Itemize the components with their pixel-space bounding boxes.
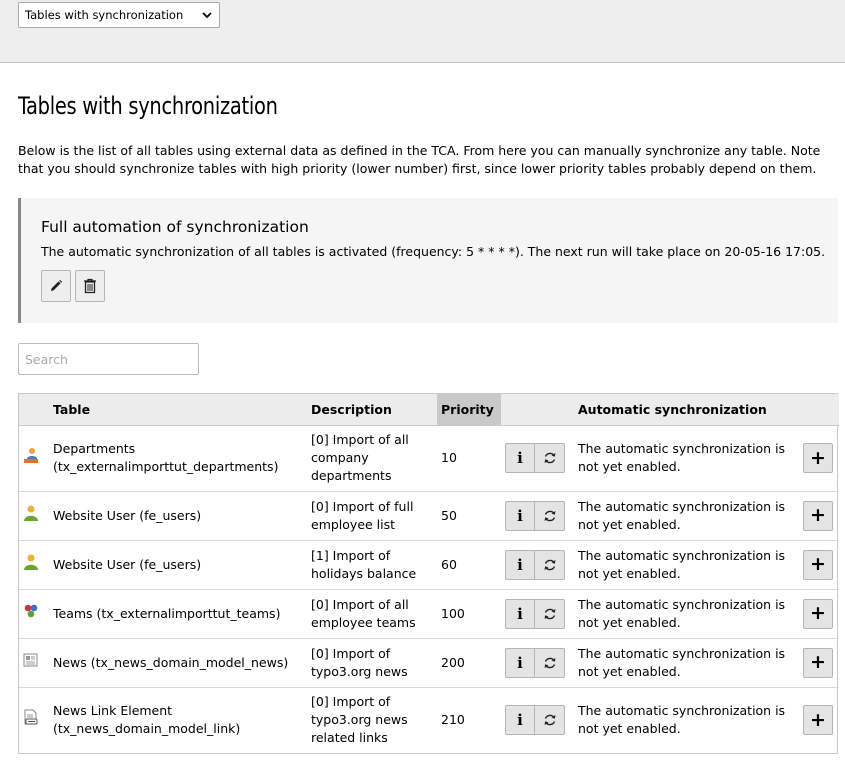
table-header-row xyxy=(19,394,839,425)
row-priority: 60 xyxy=(437,540,501,589)
row-description: [0] Import of all company departments xyxy=(307,425,437,491)
add-synchronization-button[interactable] xyxy=(803,550,833,580)
plus-icon: + xyxy=(810,602,826,624)
plus-icon: + xyxy=(810,504,826,526)
row-priority: 10 xyxy=(437,425,501,491)
info-icon: i xyxy=(517,604,523,623)
row-description: [0] Import of typo3.org news related links xyxy=(311,694,408,746)
chevron-down-icon xyxy=(201,9,213,21)
view-selector-value: Tables with synchronization xyxy=(25,8,184,22)
synchronize-button[interactable] xyxy=(535,648,565,678)
info-button[interactable] xyxy=(505,705,535,735)
synchronize-button[interactable] xyxy=(535,501,565,531)
info-button[interactable] xyxy=(505,443,535,473)
edit-automation-button[interactable] xyxy=(41,270,71,302)
sync-icon xyxy=(543,558,557,572)
sync-icon xyxy=(543,656,557,670)
row-icon-cell xyxy=(19,540,49,589)
sync-icon xyxy=(543,509,557,523)
header-description[interactable]: Description xyxy=(307,394,437,425)
table-row xyxy=(19,589,839,638)
add-synchronization-button[interactable] xyxy=(803,648,833,678)
sync-icon xyxy=(543,451,557,465)
info-button[interactable] xyxy=(505,648,535,678)
news-link-icon xyxy=(23,709,45,732)
teams-icon xyxy=(23,603,45,624)
row-action-group xyxy=(505,648,570,678)
info-button[interactable] xyxy=(505,550,535,580)
sync-icon xyxy=(543,607,557,621)
row-description: [0] Import of full employee list xyxy=(307,491,437,540)
row-table-name: Website User (fe_users) xyxy=(49,540,307,589)
add-synchronization-button[interactable] xyxy=(803,443,833,473)
row-icon-cell xyxy=(19,425,49,491)
automation-title: Full automation of synchronization xyxy=(41,218,309,236)
website-user-icon xyxy=(23,504,45,527)
header-priority[interactable]: Priority xyxy=(437,394,501,425)
row-action-group xyxy=(505,501,570,531)
row-icon-cell xyxy=(19,589,49,638)
row-priority: 200 xyxy=(437,638,501,687)
view-selector[interactable] xyxy=(18,2,220,28)
row-icon-cell xyxy=(19,491,49,540)
row-table-name: Departments (tx_externalimporttut_departments) xyxy=(49,425,307,491)
row-priority: 50 xyxy=(437,491,501,540)
table-row xyxy=(19,540,839,589)
row-icon-cell xyxy=(19,687,49,753)
synchronize-button[interactable] xyxy=(535,705,565,735)
add-synchronization-button[interactable] xyxy=(803,501,833,531)
row-table-name: Website User (fe_users) xyxy=(49,491,307,540)
add-synchronization-button[interactable] xyxy=(803,599,833,629)
docheader xyxy=(0,0,845,63)
info-icon: i xyxy=(517,653,523,672)
info-icon: i xyxy=(517,506,523,525)
row-action-group xyxy=(505,599,570,629)
sync-table xyxy=(18,393,838,754)
row-sync-status: The automatic synchronization is not yet enabled. xyxy=(574,491,799,540)
row-table-name: News Link Element (tx_news_domain_model_link) xyxy=(53,703,241,737)
row-description: [1] Import of holidays balance xyxy=(307,540,437,589)
table-row xyxy=(19,425,839,491)
plus-icon: + xyxy=(810,446,826,469)
row-action-group xyxy=(505,443,570,473)
search-input[interactable] xyxy=(18,343,199,375)
table-row xyxy=(19,687,839,753)
add-synchronization-button[interactable] xyxy=(803,705,833,735)
synchronize-button[interactable] xyxy=(535,550,565,580)
row-sync-status: The automatic synchronization is not yet enabled. xyxy=(574,540,799,589)
synchronize-button[interactable] xyxy=(535,443,565,473)
header-table[interactable]: Table xyxy=(49,394,307,425)
sync-icon xyxy=(543,713,557,727)
row-action-group xyxy=(505,550,570,580)
info-icon: i xyxy=(517,711,523,730)
row-sync-status: The automatic synchronization is not yet enabled. xyxy=(574,589,799,638)
synchronize-button[interactable] xyxy=(535,599,565,629)
info-button[interactable] xyxy=(505,599,535,629)
table-row xyxy=(19,491,839,540)
row-sync-status: The automatic synchronization is not yet enabled. xyxy=(574,638,799,687)
departments-icon xyxy=(23,447,45,470)
row-action-group xyxy=(505,705,570,735)
info-icon: i xyxy=(517,555,523,574)
row-sync-status: The automatic synchronization is not yet enabled. xyxy=(578,703,786,737)
trash-icon xyxy=(83,278,97,294)
plus-icon: + xyxy=(810,708,826,731)
news-icon xyxy=(23,652,45,673)
automation-callout xyxy=(18,198,838,323)
row-icon-cell xyxy=(19,638,49,687)
row-priority: 210 xyxy=(441,712,465,728)
row-sync-status: The automatic synchronization is not yet enabled. xyxy=(574,425,799,491)
delete-automation-button[interactable] xyxy=(75,270,105,302)
table-row xyxy=(19,638,839,687)
intro-text: Below is the list of all tables using external data as defined in the TCA. From here you can manually synchronize any table. Note that you should synchronize tables with high priority (lower number) first, since lower priority tables probably depend on them. xyxy=(18,143,821,176)
info-button[interactable] xyxy=(505,501,535,531)
header-automatic-sync[interactable]: Automatic synchronization xyxy=(574,394,799,425)
pencil-icon xyxy=(49,279,63,293)
row-description: [0] Import of all employee teams xyxy=(307,589,437,638)
automation-text: The automatic synchronization of all tables is activated (frequency: 5 * * * *). The next run will take place on 20-05-16 17:05. xyxy=(41,244,826,259)
plus-icon: + xyxy=(810,651,826,673)
info-icon: i xyxy=(517,449,523,467)
website-user-icon xyxy=(23,553,45,576)
plus-icon: + xyxy=(810,553,826,575)
row-description: [0] Import of typo3.org news xyxy=(307,638,437,687)
row-table-name: News (tx_news_domain_model_news) xyxy=(49,638,307,687)
row-priority: 100 xyxy=(437,589,501,638)
row-table-name: Teams (tx_externalimporttut_teams) xyxy=(49,589,307,638)
page-title: Tables with synchronization xyxy=(18,92,278,120)
